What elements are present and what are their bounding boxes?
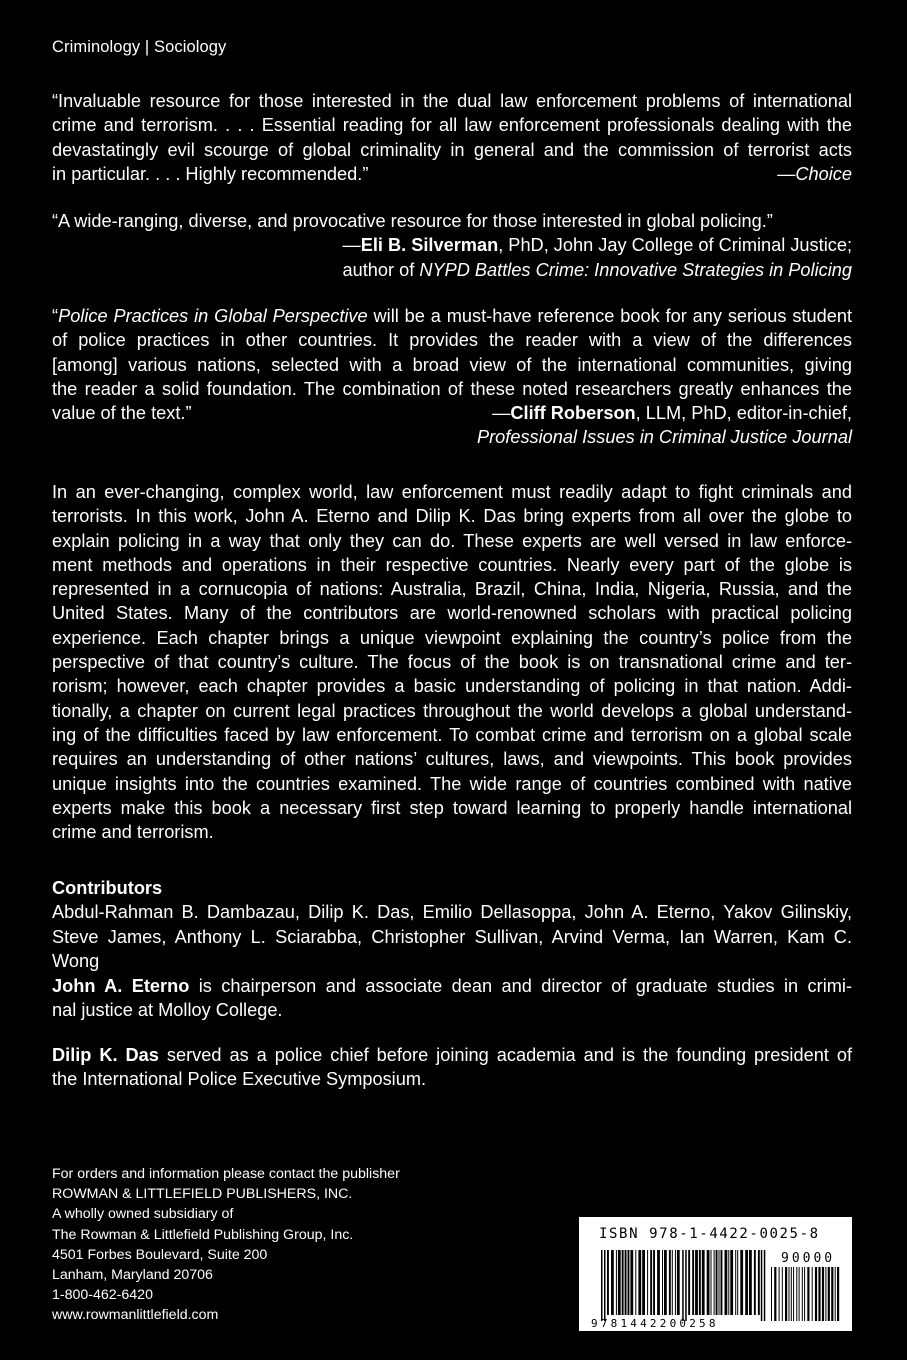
addon-bar [802, 1267, 803, 1321]
addon-bar [815, 1267, 817, 1321]
quote-last-row [52, 162, 852, 186]
reviewer-name: Eli B. Silverman [360, 235, 499, 256]
publisher-line: 1-800-462-6420 [52, 1287, 153, 1304]
quote-line: crime and terrorism. . . . Essential reading for all law enforcement professionals dealing with the [52, 115, 852, 136]
bio-line: nal justice at Molloy College. [52, 1000, 283, 1021]
quote-last-row [52, 401, 852, 425]
barcode-bar [730, 1250, 733, 1315]
addon-bar [785, 1267, 787, 1321]
barcode-bar [664, 1250, 667, 1315]
barcode-bar [611, 1250, 614, 1315]
barcode-bar [601, 1250, 603, 1321]
quote-line: [among] various nations, selected with a broad view of the international communities, giving [52, 354, 852, 375]
barcode-bar [630, 1250, 633, 1315]
barcode-bar [707, 1250, 710, 1315]
publisher-line: ROWMAN & LITTLEFIELD PUBLISHERS, INC. [52, 1186, 353, 1203]
quote-text: “A wide-ranging, diverse, and provocative resource for those interested in global policing.” [52, 211, 773, 231]
quote-attribution: —Eli B. Silverman, PhD, John Jay College of Criminal Justice; [342, 235, 852, 256]
description-line: unique insights into the countries examined. The wide range of countries combined with native [52, 773, 852, 794]
description-line: ing of the difficulties faced by law enforcement. To combat crime and terrorism on a global scale [52, 724, 852, 745]
addon-bar [771, 1267, 772, 1321]
barcode-bar [677, 1250, 680, 1315]
quote-line: value of the text.” [52, 403, 192, 424]
bio-line: John A. Eterno is chairperson and associate dean and director of graduate studies in crimi- [52, 976, 852, 996]
barcode-bar [647, 1250, 648, 1315]
description-line: requires an understanding of other nations’ cultures, laws, and viewpoints. This book provides [52, 749, 852, 770]
barcode-bar [716, 1250, 718, 1315]
publisher-line: For orders and information please contact the publisher [52, 1166, 400, 1182]
bio-line: the International Police Executive Symposium. [52, 1069, 427, 1090]
barcode-bar [653, 1250, 655, 1315]
barcode-bar [618, 1250, 621, 1315]
category-label: Criminology | Sociology [52, 38, 227, 56]
barcode-bar [685, 1250, 687, 1321]
reviewer-journal: Professional Issues in Criminal Justice Journal [476, 427, 852, 448]
description-line: terrorists. In this work, John A. Eterno and Dilip K. Das bring experts from all over the globe to [52, 506, 852, 527]
barcode-bar [616, 1250, 617, 1315]
contributors-line: Abdul-Rahman B. Dambazau, Dilip K. Das, Emilio Dellasoppa, John A. Eterno, Yakov Gilinskiy, [52, 902, 852, 923]
barcode-bar [699, 1250, 701, 1315]
description-line: represented in a cornucopia of nations: Australia, Brazil, China, India, Nigeria, Russia, and the [52, 579, 852, 600]
addon-bar [835, 1267, 836, 1321]
addon-bar [774, 1267, 776, 1321]
barcode-bar [754, 1250, 756, 1315]
addon-bar [796, 1267, 797, 1321]
barcode-bar [728, 1250, 729, 1315]
barcode-bar [749, 1250, 752, 1315]
barcode-bar [764, 1250, 766, 1321]
barcode-bar [711, 1250, 712, 1315]
barcode-bar [714, 1250, 715, 1315]
barcode-bar [695, 1250, 698, 1315]
barcode-bar [604, 1250, 606, 1321]
barcode-bar [719, 1250, 720, 1315]
book-title: Police Practices in Global Perspective [58, 306, 368, 326]
barcode-bar [702, 1250, 705, 1315]
barcode-bar [662, 1250, 663, 1315]
description-line: crime and terrorism. [52, 822, 214, 843]
addon-bar [791, 1267, 792, 1321]
addon-bar [831, 1267, 833, 1321]
bio-line: Dilip K. Das served as a police chief before joining academia and is the founding president of [52, 1045, 853, 1065]
barcode-bar [735, 1250, 736, 1315]
addon-bar [807, 1267, 809, 1321]
barcode-bar [672, 1250, 673, 1315]
description-line: explain policing in a way that only they can do. These experts are well versed in law enforce- [52, 530, 852, 551]
review-quote-silverman [52, 209, 852, 282]
addon-bar [822, 1267, 824, 1321]
barcode-bar [669, 1250, 671, 1315]
addon-bar [793, 1267, 794, 1321]
review-quote-choice [52, 89, 852, 186]
description-line: In an ever-changing, complex world, law enforcement must readily adapt to fight criminals and [52, 482, 852, 502]
barcode-bar [607, 1250, 609, 1315]
description-line: rorism; however, each chapter provides a basic understanding of policing in that nation. Addi- [52, 676, 852, 697]
barcode-bar [642, 1250, 645, 1315]
addon-bar [799, 1267, 800, 1321]
publisher-line: 4501 Forbes Boulevard, Suite 200 [52, 1246, 268, 1263]
description-line: experience. Each chapter brings a unique viewpoint explaining the country’s police from the [52, 627, 852, 648]
publisher-info [52, 1164, 400, 1326]
price-code: 90000 [781, 1251, 836, 1266]
addon-bar [837, 1267, 839, 1321]
barcode-bar [650, 1250, 652, 1315]
quote-line: “Police Practices in Global Perspective will be a must-have reference book for any serious student [52, 306, 852, 326]
book-description [52, 480, 852, 844]
quote-attribution: —Choice [777, 163, 852, 184]
editor-name: John A. Eterno [52, 976, 190, 996]
editor-name: Dilip K. Das [52, 1045, 159, 1065]
addon-bar [828, 1267, 830, 1321]
quote-line: “Invaluable resource for those interested in the dual law enforcement problems of international [52, 91, 852, 111]
publisher-line: The Rowman & Littlefield Publishing Group, Inc. [52, 1226, 354, 1243]
barcode-bar [692, 1250, 694, 1315]
reviewer-credit: author of NYPD Battles Crime: Innovative Strategies in Policing [342, 259, 852, 280]
barcode-bar [758, 1250, 760, 1315]
quote-line: in particular. . . . Highly recommended.” [52, 163, 369, 184]
isbn-barcode [579, 1217, 852, 1331]
publisher-line: A wholly owned subsidiary of [52, 1206, 234, 1223]
addon-bar [812, 1267, 813, 1321]
quote-line: devastatingly evil scourge of global criminality in general and the commission of terrorist acts [52, 139, 852, 160]
barcode-bar [688, 1250, 690, 1315]
publisher-website: www.rowmanlittlefield.com [52, 1307, 219, 1324]
addon-bar [782, 1267, 783, 1321]
barcode-bar [625, 1250, 627, 1315]
reviewer-name: Cliff Roberson [510, 403, 636, 424]
description-line: United States. Many of the contributors are world-renowned scholars with practical policing [52, 603, 852, 624]
barcode-bar [761, 1250, 763, 1321]
barcode-bar [737, 1250, 738, 1315]
barcode-bar [725, 1250, 728, 1315]
description-line: tionally, a chapter on current legal practices throughout the world develops a global understand- [52, 700, 852, 721]
quote-line: the reader a solid foundation. The combination of these noted researchers greatly enhances the [52, 378, 852, 399]
publisher-line: Lanham, Maryland 20706 [52, 1267, 213, 1284]
barcode-bar [622, 1250, 624, 1315]
barcode-bars [579, 1217, 852, 1331]
barcode-bar [628, 1250, 630, 1315]
isbn-number: ISBN 978-1-4422-0025-8 [599, 1226, 820, 1242]
barcode-bar [675, 1250, 676, 1315]
barcode-bar [682, 1250, 684, 1321]
barcode-bar [740, 1250, 743, 1315]
editor-bio-eterno [52, 974, 852, 1023]
addon-bar [818, 1267, 820, 1321]
addon-bar [779, 1267, 780, 1321]
description-line: experts make this book a necessary first step toward learning to properly handle international [52, 797, 852, 818]
barcode-bar [745, 1250, 748, 1315]
barcode-bar [657, 1250, 660, 1315]
contributors-line: Steve James, Anthony L. Sciarabba, Christopher Sullivan, Arvind Verma, Ian Warren, Kam C. Wong [52, 926, 852, 971]
quote-line: of police practices in other countries. It provides the reader with a view of the differences [52, 330, 852, 351]
barcode-bar [635, 1250, 636, 1315]
barcode-digits: 9781442200258 [591, 1317, 719, 1330]
quote-attribution: —Cliff Roberson, LLM, PhD, editor-in-chief, [492, 403, 852, 424]
contributors-heading: Contributors [52, 878, 163, 898]
editor-bio-das [52, 1043, 852, 1092]
review-quote-roberson [52, 304, 852, 450]
description-line: ment methods and operations in their respective countries. Nearly every part of the globe is [52, 554, 852, 575]
description-line: perspective of that country’s culture. The focus of the book is on transnational crime and ter- [52, 652, 852, 673]
addon-bar [825, 1267, 826, 1321]
addon-bar [789, 1267, 790, 1321]
reviewer-book-title: NYPD Battles Crime: Innovative Strategies in Policing [419, 259, 852, 280]
barcode-bar [721, 1250, 723, 1315]
addon-bar [804, 1267, 805, 1321]
barcode-bar [638, 1250, 641, 1315]
contributors-section [52, 876, 852, 973]
